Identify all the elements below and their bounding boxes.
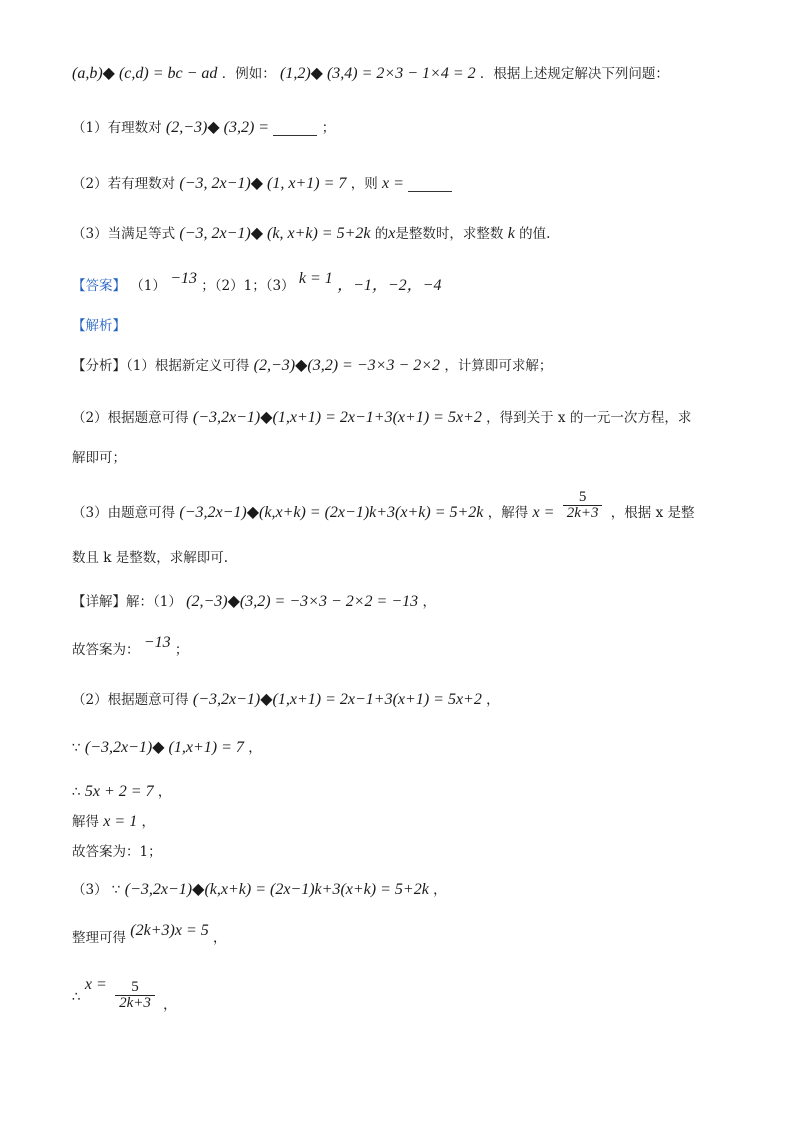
analysis-3-suffix: ，根据 x 是整 [610, 505, 695, 521]
detail-1-answer-label: 故答案为： [72, 642, 140, 658]
detail-3 [72, 882, 447, 898]
analysis-3-x: x = [532, 504, 555, 521]
analysis-3-middle: ，解得 [487, 505, 529, 521]
analysis-1-expression: (2,−3)◆(3,2) = −3×3 − 2×2 [253, 357, 441, 374]
answer-1-value: −13 [170, 270, 197, 287]
detail-2-answer [72, 846, 162, 860]
question-2-blank [408, 179, 452, 192]
analysis-2 [72, 410, 691, 426]
detail-2-because [72, 740, 262, 756]
detail-3-expression: (−3,2x−1)◆(k,x+k) = (2x−1)k+3(x+k) = 5+2k [124, 881, 429, 898]
example-label: ．例如： [221, 66, 276, 82]
detail-2-prefix: （2）根据题意可得 [72, 692, 189, 708]
detail-2-solve-label: 解得 [72, 814, 99, 830]
example-expression: (1,2)◆ (3,4) = 2×3 − 1×4 = 2 [280, 65, 476, 82]
analysis-3 [72, 489, 695, 529]
detail-2-solve [72, 814, 155, 830]
question-2-prefix: （2）若有理数对 [72, 176, 176, 192]
detail-3-simplify-label: 整理可得 [72, 930, 126, 946]
question-3-expression: (−3, 2x−1)◆ (k, x+k) = 5+2k [179, 225, 371, 242]
question-2-variable: x = [382, 175, 404, 192]
detail-3-simplify [72, 922, 227, 946]
detail-1-answer [72, 634, 189, 658]
answer-tag: 【答案】 [72, 278, 126, 294]
detail-3-numerator: 5 [115, 980, 155, 996]
definition-line [72, 66, 669, 82]
analysis-1-prefix: （1）根据新定义可得 [126, 358, 250, 374]
question-2 [72, 176, 452, 192]
detail-2-therefore-expression: 5x + 2 = 7 [84, 783, 154, 800]
analysis-2-continuation: 解即可； [72, 450, 126, 466]
answer-separator: ；（2）1；（3） [201, 278, 295, 294]
question-3-part3: 的值. [519, 226, 551, 242]
detail-3-simplify-suffix: ， [213, 930, 227, 946]
detail-1-answer-value: −13 [143, 634, 171, 651]
analysis-2-suffix: ，得到关于 x 的一元一次方程，求 [486, 410, 692, 426]
question-3-part1: 的 [374, 226, 389, 242]
answer-3-rest: ，−1，−2，−4 [337, 277, 442, 294]
detail-3-therefore-symbol: ∴ [72, 989, 81, 1005]
analysis-2-continued [72, 452, 126, 466]
detail-1-answer-suffix: ； [174, 642, 189, 658]
detail-3-prefix: （3） [72, 882, 108, 898]
question-3-prefix: （3）当满足等式 [72, 226, 176, 242]
detail-1-prefix: 解：（1） [126, 594, 182, 610]
question-1-expression: (2,−3)◆ (3,2) = [165, 119, 270, 136]
question-3-var-x: x [388, 225, 396, 242]
therefore-symbol: ∴ [72, 784, 81, 800]
analysis-tag: 【解析】 [72, 318, 126, 334]
detail-2-suffix: ， [486, 692, 500, 708]
answer-3-value: k = 1 [298, 270, 333, 287]
detail-2-answer-text: 故答案为：1； [72, 844, 162, 860]
analysis-1 [72, 358, 552, 374]
analysis-3-continued [72, 552, 228, 566]
question-2-expression: (−3, 2x−1)◆ (1, x+1) = 7 [179, 175, 347, 192]
question-3-var-k: k [507, 225, 515, 242]
detail-3-denominator: 2k+3 [119, 995, 151, 1011]
analysis-3-prefix: （3）由题意可得 [72, 505, 176, 521]
analysis-heading [72, 320, 126, 334]
detail-1-suffix: ， [422, 594, 436, 610]
detail-3-final-suffix: ， [163, 997, 177, 1013]
detail-2-expression: (−3,2x−1)◆(1,x+1) = 2x−1+3(x+1) = 5x+2 [192, 691, 482, 708]
answer-1-label: （1） [130, 278, 166, 294]
analysis-3-expression: (−3,2x−1)◆(k,x+k) = (2x−1)k+3(x+k) = 5+2k [179, 504, 484, 521]
analysis-3-continuation: 数且 k 是整数，求解即可. [72, 550, 229, 566]
question-1-prefix: （1）有理数对 [72, 120, 162, 136]
question-3 [72, 226, 550, 242]
detail-1 [72, 594, 436, 610]
detail-3-because-symbol: ∵ [111, 882, 121, 898]
detail-tag: 【详解】 [72, 594, 126, 610]
analysis-2-prefix: （2）根据题意可得 [72, 410, 189, 426]
detail-2-because-suffix: ， [248, 740, 262, 756]
analysis-3-numerator: 5 [563, 490, 603, 506]
analysis-3-fraction [563, 490, 603, 521]
detail-3-fraction [115, 980, 155, 1011]
analysis-1-suffix: ，计算即可求解； [444, 358, 553, 374]
detail-2-solve-value: x = 1 [103, 813, 138, 830]
detail-2 [72, 692, 500, 708]
definition-tail: ．根据上述规定解决下列问题： [479, 66, 669, 82]
detail-2-because-expression: (−3,2x−1)◆ (1,x+1) = 7 [84, 739, 244, 756]
detail-3-final [72, 970, 177, 1013]
question-1-suffix: ； [321, 120, 336, 136]
detail-3-simplify-expression: (2k+3)x = 5 [130, 922, 209, 939]
detail-3-suffix: ， [433, 882, 447, 898]
because-symbol: ∵ [72, 740, 81, 756]
detail-3-x: x = [84, 976, 107, 993]
analysis-3-denominator: 2k+3 [566, 505, 599, 521]
question-1-blank [273, 123, 317, 136]
analysis-2-expression: (−3,2x−1)◆(1,x+1) = 2x−1+3(x+1) = 5x+2 [192, 409, 482, 426]
question-1 [72, 120, 335, 136]
detail-2-solve-suffix: ， [141, 814, 155, 830]
detail-1-expression: (2,−3)◆(3,2) = −3×3 − 2×2 = −13 [186, 593, 419, 610]
definition-formula: (a,b)◆ (c,d) = bc − ad [72, 65, 218, 82]
analysis-sub-tag: 【分析】 [72, 358, 126, 374]
question-3-part2: 是整数时，求整数 [395, 226, 504, 242]
question-2-middle: ，则 [350, 176, 378, 192]
answer-line [72, 270, 442, 294]
detail-2-therefore-suffix: ， [157, 784, 172, 800]
detail-2-therefore [72, 784, 171, 800]
